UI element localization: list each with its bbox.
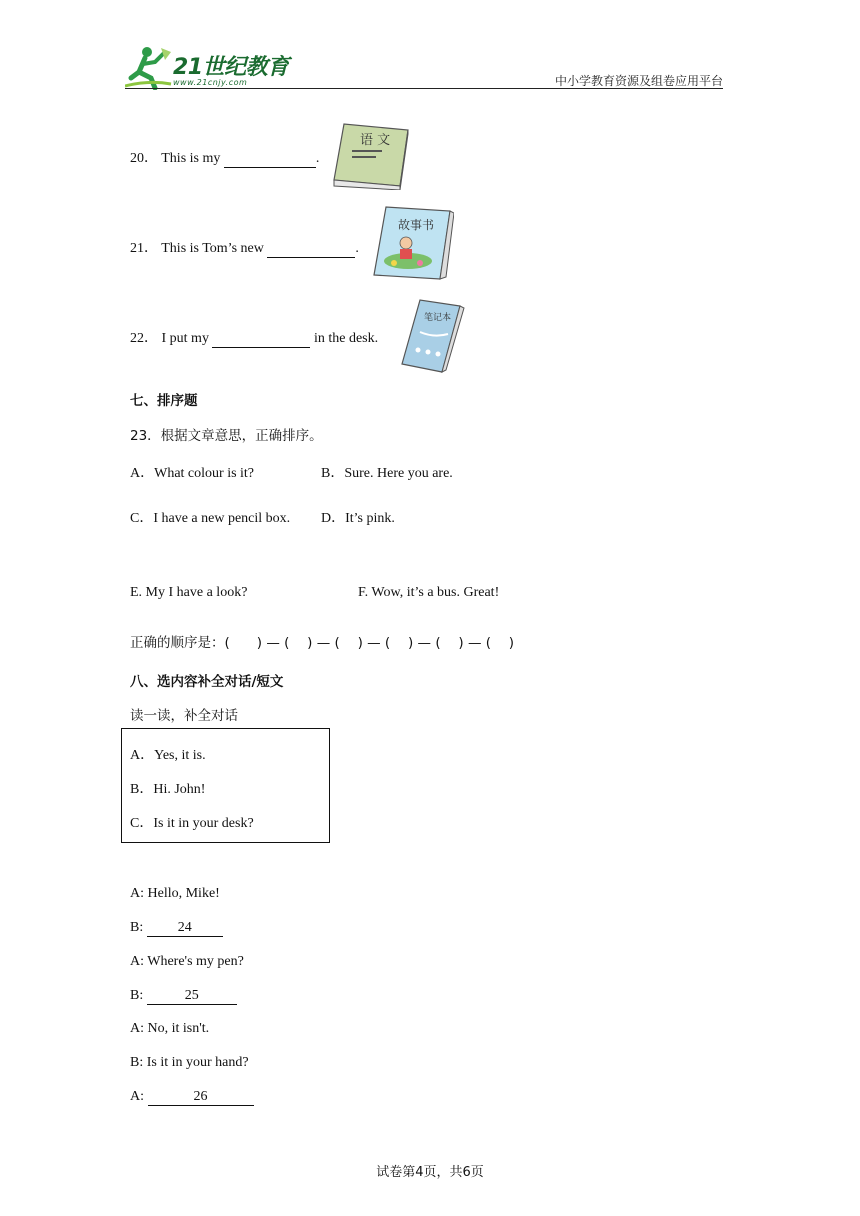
blank-25[interactable]: 25 — [147, 988, 237, 1005]
question-text: I put my — [161, 331, 209, 346]
question-23: 23．根据文章意思，正确排序。 — [130, 428, 323, 444]
order-answer-line[interactable]: 正确的顺序是：( ) — ( ) — ( ) — ( ) — ( ) — ( ) — [130, 635, 515, 651]
notebook-icon — [398, 298, 466, 376]
question-text: This is Tom’s new — [161, 241, 264, 256]
option-f: F. Wow, it’s a bus. Great! — [358, 585, 500, 600]
answer-blank[interactable] — [212, 331, 310, 348]
logo-url: www.21cnjy.com — [173, 78, 248, 87]
chinese-textbook-icon — [330, 120, 412, 190]
option-b: B．Sure. Here you are. — [321, 466, 453, 481]
question-number: 22． — [130, 331, 158, 346]
section-8-instruction: 读一读，补全对话 — [130, 708, 238, 724]
header-divider — [125, 88, 723, 89]
question-22 — [130, 327, 378, 348]
box-option-a: A．Yes, it is. — [130, 748, 206, 763]
svg-text:故事书: 故事书 — [398, 218, 435, 232]
question-20 — [130, 147, 319, 168]
platform-text: 中小学教育资源及组卷应用平台 — [554, 74, 723, 88]
runner-icon — [125, 44, 173, 90]
svg-text:笔记本: 笔记本 — [424, 313, 452, 323]
section-8-title: 八、选内容补全对话/短文 — [130, 674, 284, 690]
dialog-line-5: A: No, it isn't. — [130, 1021, 210, 1036]
option-d: D．It’s pink. — [321, 511, 395, 526]
section-7-title: 七、排序题 — [130, 393, 198, 409]
option-a: A．What colour is it? — [130, 466, 255, 481]
box-option-c: C．Is it in your desk? — [130, 816, 254, 831]
dialog-line-3: A: Where's my pen? — [130, 954, 244, 969]
answer-blank[interactable] — [224, 151, 316, 168]
dialog-line-7: A: 26 — [130, 1089, 254, 1106]
option-e: E. My I have a look? — [130, 585, 248, 600]
svg-text:语 文: 语 文 — [360, 133, 391, 148]
site-logo — [125, 44, 295, 90]
dialog-line-2: B: 24 — [130, 920, 223, 937]
option-c: C．I have a new pencil box. — [130, 511, 291, 526]
blank-24[interactable]: 24 — [147, 920, 223, 937]
question-number: 20． — [130, 151, 158, 166]
dialog-line-6: B: Is it in your hand? — [130, 1055, 249, 1070]
storybook-icon — [370, 205, 454, 283]
dialog-line-1: A: Hello, Mike! — [130, 886, 220, 901]
question-21 — [130, 237, 359, 258]
dialog-line-4: B: 25 — [130, 988, 237, 1005]
logo-text: 21世纪教育 — [173, 55, 289, 80]
question-text-end: . — [355, 241, 359, 256]
question-text: This is my — [161, 151, 221, 166]
question-text-end: in the desk. — [313, 331, 379, 346]
question-text-end: . — [315, 151, 320, 166]
answer-blank[interactable] — [267, 241, 355, 258]
blank-26[interactable]: 26 — [148, 1089, 254, 1106]
page-footer: 试卷第4页，共6页 — [376, 1165, 484, 1180]
question-number: 21． — [130, 241, 158, 256]
box-option-b: B．Hi. John! — [130, 782, 206, 797]
